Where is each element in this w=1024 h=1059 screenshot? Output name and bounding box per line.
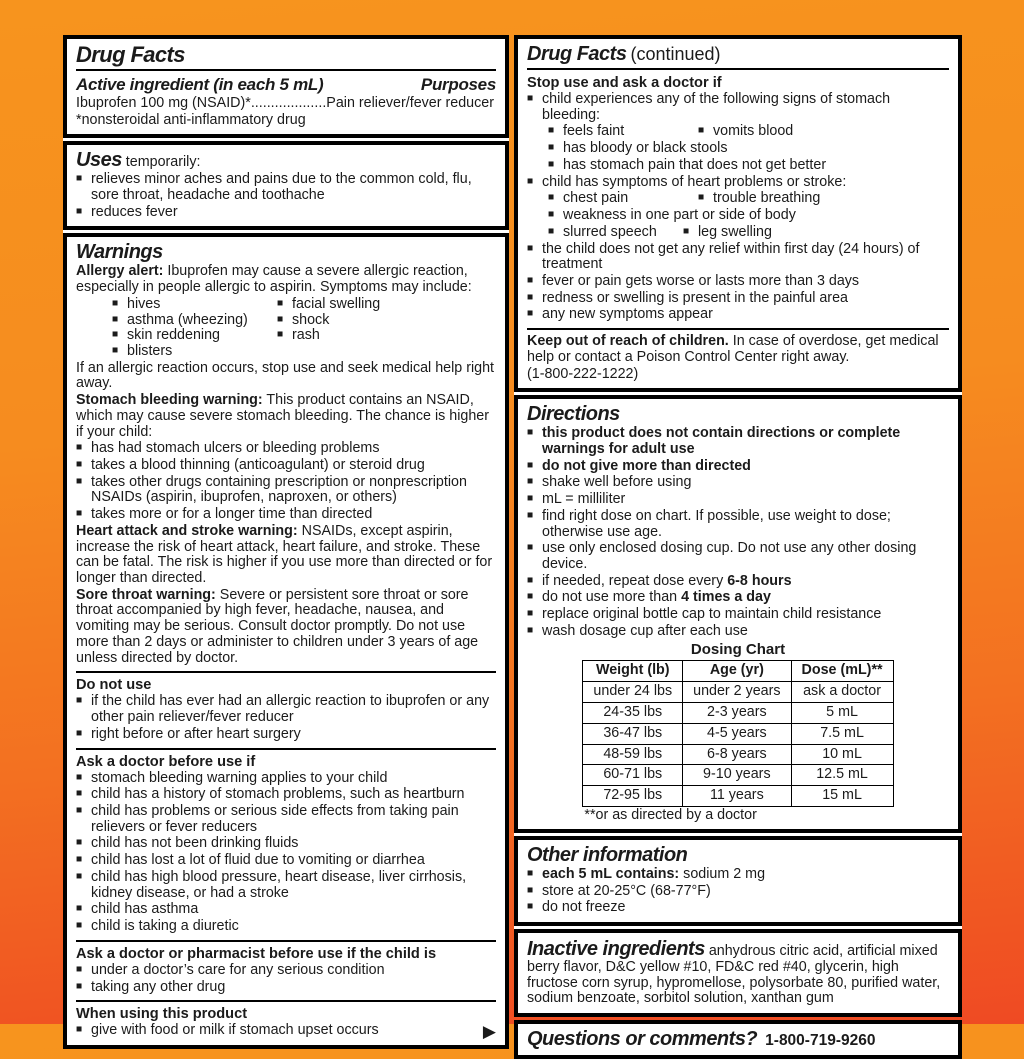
uses-bullet: ■ reduces fever	[76, 205, 496, 221]
stop-use-heading: Stop use and ask a doctor if	[527, 75, 722, 91]
title-divider	[76, 69, 496, 71]
weight-cell: under 24 lbs	[583, 681, 683, 702]
table-row	[583, 744, 893, 765]
stop-use-subitem: ■ has bloody or black stools	[548, 141, 949, 157]
keep-out-lead: Keep out of reach of children.	[527, 333, 729, 350]
symptom-item: ■ skin reddening	[112, 328, 277, 344]
poison-control-phone: (1-800-222-1222)	[527, 365, 639, 382]
questions-row	[527, 1028, 949, 1050]
table-row	[583, 723, 893, 744]
age-cell: under 2 years	[683, 681, 791, 702]
weight-cell: 36-47 lbs	[583, 723, 683, 744]
warnings-heading: Warnings	[76, 241, 163, 264]
stop-use-subitem: ■ chest pain	[548, 191, 698, 207]
weight-cell: 48-59 lbs	[583, 744, 683, 765]
section-divider	[76, 748, 496, 750]
keep-out-text: In case of overdose, get medical help or contact a Poison Control Center right away.	[527, 333, 939, 365]
section-divider	[76, 1000, 496, 1002]
stomach-bullet: ■ takes other drugs containing prescription or nonprescription NSAIDs (aspirin, ibuprofen, naproxen, or others)	[76, 475, 496, 506]
dosing-chart-table-wrap	[582, 660, 893, 824]
directions-bullet: ■ mL = milliliter	[527, 492, 949, 508]
directions-bullet: ■ this product does not contain directions or complete warnings for adult use	[527, 426, 949, 457]
active-ingredient-line: Ibuprofen 100 mg (NSAID)*...................Pain reliever/fever reducer	[76, 94, 494, 111]
dosing-chart-footnote: **or as directed by a doctor	[584, 807, 757, 824]
directions-bullet: ■ replace original bottle cap to maintain child resistance	[527, 607, 949, 623]
inactive-ingredients-heading: Inactive ingredients	[527, 938, 705, 960]
symptom-row	[112, 344, 496, 360]
dose-column-header: Dose (mL)**	[791, 661, 893, 682]
age-cell: 4-5 years	[683, 723, 791, 744]
age-cell: 6-8 years	[683, 744, 791, 765]
directions-bullet-bold: 6-8 hours	[727, 572, 792, 589]
symptom-item: ■ shock	[277, 313, 329, 329]
dose-cell: 10 mL	[791, 744, 893, 765]
when-using-row	[76, 1022, 496, 1040]
table-row	[583, 702, 893, 723]
drug-facts-right-panel	[514, 35, 962, 1051]
ask-doctor-bullet: ■ child has lost a lot of fluid due to vomiting or diarrhea	[76, 853, 496, 869]
nsaid-footnote: *nonsteroidal anti-inflammatory drug	[76, 111, 306, 128]
active-ingredient-header-row	[76, 76, 496, 95]
continued-label: (continued)	[630, 44, 721, 64]
directions-bullet-text: do not use more than	[542, 589, 682, 606]
stop-use-subitem: ■ slurred speech	[548, 225, 683, 241]
purposes-heading: Purposes	[420, 75, 496, 95]
table-row	[583, 786, 893, 807]
symptom-row	[112, 297, 496, 313]
other-info-bullet	[527, 867, 949, 883]
directions-bullet: ■ do not give more than directed	[527, 459, 949, 475]
stop-use-subitem: ■ feels faint	[548, 124, 698, 140]
keep-out-paragraph	[527, 334, 949, 365]
other-info-bullet: ■ do not freeze	[527, 900, 949, 916]
stop-use-bullet: ■ any new symptoms appear	[527, 307, 949, 323]
symptom-item: ■ blisters	[112, 344, 172, 360]
uses-lead: temporarily:	[125, 154, 201, 171]
other-info-text: sodium 2 mg	[679, 865, 766, 882]
age-column-header: Age (yr)	[683, 661, 791, 682]
age-cell: 11 years	[683, 786, 791, 807]
ask-doctor-bullet: ■ stomach bleeding warning applies to your child	[76, 771, 496, 787]
stomach-bullet: ■ has had stomach ulcers or bleeding problems	[76, 441, 496, 457]
ask-doctor-bullet: ■ child has high blood pressure, heart disease, liver cirrhosis, kidney disease, or had a stroke	[76, 870, 496, 901]
allergy-alert-paragraph	[76, 264, 496, 295]
directions-bullet	[527, 590, 949, 606]
directions-bullet-bold: 4 times a day	[681, 589, 771, 606]
inactive-ingredients-box	[514, 929, 962, 1017]
ask-doctor-heading: Ask a doctor before use if	[76, 753, 256, 770]
heart-warning-lead: Heart attack and stroke warning:	[76, 522, 298, 539]
stop-use-subrow	[548, 124, 949, 140]
directions-bullet-text: if needed, repeat dose every	[542, 572, 728, 589]
stomach-warning-text: This product contains an NSAID, which may cause severe stomach bleeding. The chance is higher if your child:	[76, 392, 489, 440]
stomach-bullet: ■ takes more or for a longer time than directed	[76, 507, 496, 523]
ask-doctor-bullet: ■ child has not been drinking fluids	[76, 836, 496, 852]
active-ingredient-heading: Active ingredient (in each 5 mL)	[76, 75, 324, 95]
ask-pharmacist-bullet: ■ taking any other drug	[76, 980, 496, 996]
continued-title-row	[527, 43, 949, 65]
stop-use-subrow	[548, 225, 949, 241]
when-using-heading: When using this product	[76, 1006, 248, 1023]
dosing-chart-table	[582, 660, 893, 807]
section-divider	[76, 671, 496, 673]
other-information-box	[514, 836, 962, 926]
symptom-row	[112, 328, 496, 344]
weight-cell: 60-71 lbs	[583, 765, 683, 786]
stop-use-bullet: ■ child has symptoms of heart problems or stroke:	[527, 175, 949, 191]
dosing-chart	[527, 642, 949, 824]
age-cell: 2-3 years	[683, 702, 791, 723]
dose-cell: 7.5 mL	[791, 723, 893, 744]
sore-throat-paragraph	[76, 588, 496, 667]
drug-facts-title: Drug Facts	[76, 42, 185, 67]
sore-throat-lead: Sore throat warning:	[76, 586, 216, 603]
warnings-box	[63, 233, 509, 1049]
do-not-use-bullet: ■ if the child has ever had an allergic reaction to ibuprofen or any other pain reliever/fever reducer	[76, 694, 496, 725]
symptom-item: ■ asthma (wheezing)	[112, 313, 277, 329]
weight-column-header: Weight (lb)	[583, 661, 683, 682]
dose-cell: ask a doctor	[791, 681, 893, 702]
table-row	[583, 681, 893, 702]
stop-use-subitem: ■ vomits blood	[698, 124, 793, 140]
ask-pharmacist-bullet: ■ under a doctor’s care for any serious condition	[76, 963, 496, 979]
stop-use-bullet: ■ the child does not get any relief within first day (24 hours) of treatment	[527, 242, 949, 273]
inactive-ingredients-text: anhydrous citric acid, artificial mixed berry flavor, D&C yellow #10, FD&C red #40, glycerin, high fructose corn syrup, hypromellose, polysorbate 80, purified water, sodium benzoate, sorbitol solution, xanthan gum	[527, 943, 941, 1007]
table-row	[583, 765, 893, 786]
weight-cell: 72-95 lbs	[583, 786, 683, 807]
continued-box	[514, 35, 962, 392]
directions-bullet: ■ find right dose on chart. If possible, use weight to dose; otherwise use age.	[527, 509, 949, 540]
ask-doctor-bullet: ■ child is taking a diuretic	[76, 919, 496, 935]
allergy-outcome: If an allergic reaction occurs, stop use and seek medical help right away.	[76, 359, 495, 392]
symptom-item: ■ rash	[277, 328, 320, 344]
directions-bullet: ■ shake well before using	[527, 475, 949, 491]
symptom-item: ■ hives	[112, 297, 277, 313]
stomach-warning-paragraph	[76, 393, 496, 440]
questions-phone: 1-800-719-9260	[765, 1032, 876, 1050]
directions-box	[514, 395, 962, 833]
heart-warning-text: NSAIDs, except aspirin, increase the risk of heart attack, heart failure, and stroke. These can be fatal. The risk is higher if you use more than directed or for longer than directed.	[76, 522, 493, 587]
symptom-row	[112, 313, 496, 329]
symptom-item: ■ facial swelling	[277, 297, 380, 313]
allergy-alert-lead: Allergy alert:	[76, 263, 164, 280]
heart-warning-paragraph	[76, 524, 496, 587]
other-info-bullet: ■ store at 20-25°C (68-77°F)	[527, 884, 949, 900]
stomach-bullet: ■ takes a blood thinning (anticoagulant) or steroid drug	[76, 458, 496, 474]
inactive-ingredients-paragraph	[527, 938, 949, 1007]
drug-facts-left-panel	[63, 35, 509, 1041]
stomach-warning-lead: Stomach bleeding warning:	[76, 392, 263, 409]
directions-bullet	[527, 574, 949, 590]
stop-use-bullet: ■ fever or pain gets worse or lasts more than 3 days	[527, 274, 949, 290]
uses-bullet: ■ relieves minor aches and pains due to the common cold, flu, sore throat, headache and toothache	[76, 172, 496, 203]
dosing-chart-title: Dosing Chart	[690, 640, 786, 658]
drug-facts-header-box	[63, 35, 509, 138]
stop-use-subrow	[548, 191, 949, 207]
stop-use-subitem: ■ leg swelling	[683, 225, 772, 241]
uses-box	[63, 141, 509, 230]
ask-doctor-bullet: ■ child has asthma	[76, 902, 496, 918]
stop-use-bullet: ■ child experiences any of the following signs of stomach bleeding:	[527, 92, 949, 123]
directions-bullet: ■ use only enclosed dosing cup. Do not use any other dosing device.	[527, 541, 949, 572]
other-information-heading: Other information	[527, 843, 688, 866]
section-divider	[76, 940, 496, 942]
other-info-lead: each 5 mL contains:	[542, 865, 680, 882]
allergy-alert-text: Ibuprofen may cause a severe allergic reaction, especially in people allergic to aspirin. Symptoms may include:	[76, 263, 472, 296]
directions-heading: Directions	[527, 403, 620, 426]
age-cell: 9-10 years	[683, 765, 791, 786]
questions-heading: Questions or comments?	[527, 1028, 758, 1051]
stop-use-subitem: ■ has stomach pain that does not get better	[548, 158, 949, 174]
stop-use-subitem: ■ trouble breathing	[698, 191, 820, 207]
uses-heading: Uses	[76, 149, 122, 172]
directions-bullet: ■ wash dosage cup after each use	[527, 624, 949, 640]
do-not-use-heading: Do not use	[76, 677, 152, 694]
dose-cell: 12.5 mL	[791, 765, 893, 786]
questions-box	[514, 1020, 962, 1059]
ask-pharmacist-heading: Ask a doctor or pharmacist before use if the child is	[76, 945, 437, 962]
ask-doctor-bullet: ■ child has a history of stomach problems, such as heartburn	[76, 787, 496, 803]
uses-heading-row	[76, 149, 496, 171]
section-divider	[527, 328, 949, 330]
continue-arrow-icon: ▶	[482, 1021, 496, 1041]
sore-throat-text: Severe or persistent sore throat or sore throat accompanied by high fever, headache, nausea, and vomiting may be serious. Consult doctor promptly. Do not use more than 2 days or administer to children under 3 years of age unless directed by doctor.	[76, 586, 479, 666]
stop-use-bullet: ■ redness or swelling is present in the painful area	[527, 291, 949, 307]
table-header-row	[583, 661, 893, 682]
stop-use-subitem: ■ weakness in one part or side of body	[548, 208, 949, 224]
ask-doctor-bullet: ■ child has problems or serious side effects from taking pain relievers or fever reducers	[76, 804, 496, 835]
when-using-bullet: ■ give with food or milk if stomach upset occurs	[76, 1023, 379, 1039]
dose-cell: 5 mL	[791, 702, 893, 723]
weight-cell: 24-35 lbs	[583, 702, 683, 723]
do-not-use-bullet: ■ right before or after heart surgery	[76, 727, 496, 743]
drug-facts-continued-title: Drug Facts	[527, 43, 627, 65]
dose-cell: 15 mL	[791, 786, 893, 807]
title-divider	[527, 68, 949, 70]
